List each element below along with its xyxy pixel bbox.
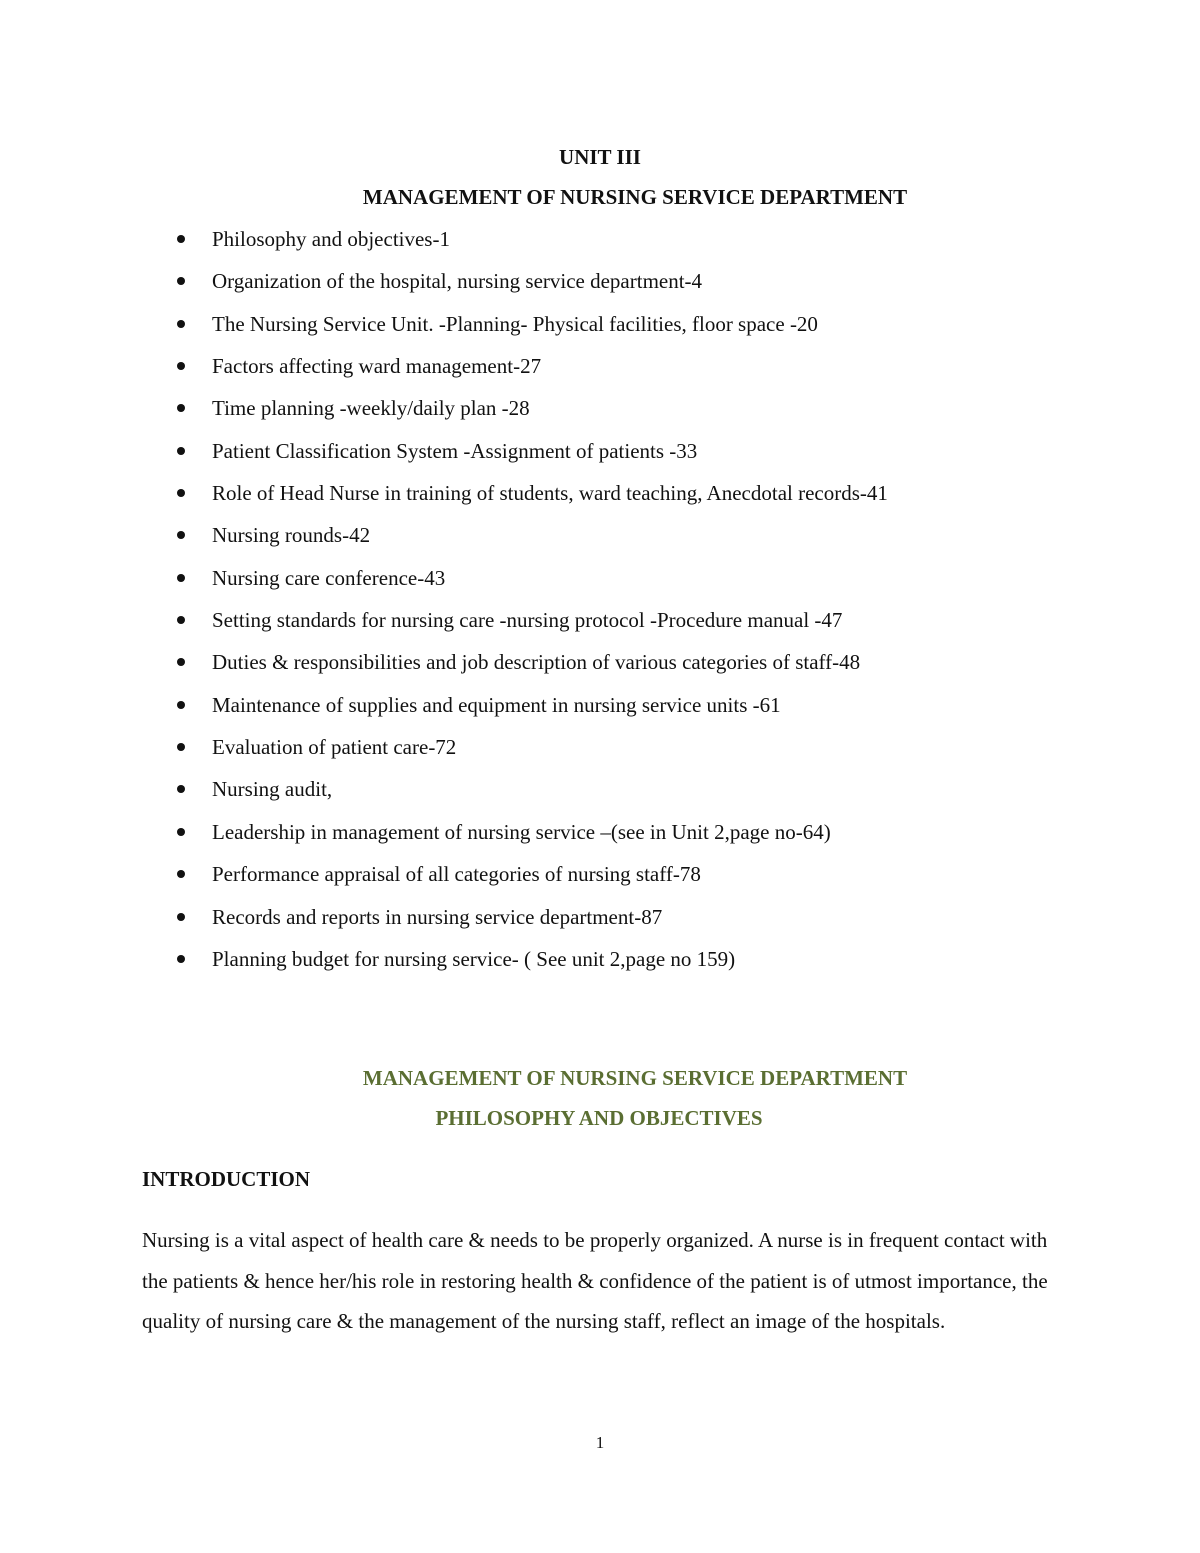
list-item: [142, 647, 1102, 689]
list-item: [142, 902, 1102, 944]
bullet-icon: [177, 320, 185, 328]
list-item: [142, 605, 1102, 647]
list-item-text: Planning budget for nursing service- ( See unit 2,page no 159): [212, 946, 736, 971]
list-item-text: Leadership in management of nursing service –(see in Unit 2,page no-64): [212, 819, 831, 844]
list-item: [142, 944, 1102, 986]
bullet-icon: [177, 574, 185, 582]
bullet-icon: [177, 531, 185, 539]
list-item-text: Maintenance of supplies and equipment in nursing service units -61: [212, 692, 781, 717]
list-item-text: Nursing audit,: [212, 777, 333, 802]
list-item: [142, 774, 1102, 816]
bullet-icon: [177, 701, 185, 709]
bullet-icon: [177, 277, 185, 285]
list-item: [142, 393, 1102, 435]
list-item: [142, 732, 1102, 774]
list-item-text: Philosophy and objectives-1: [212, 227, 450, 251]
bullet-icon: [177, 955, 185, 963]
bullet-icon: [177, 362, 185, 370]
bullet-icon: [177, 828, 185, 836]
unit-title: UNIT III: [559, 145, 641, 169]
list-item-text: Nursing care conference-43: [212, 565, 446, 590]
list-item-text: Nursing rounds-42: [212, 523, 371, 548]
introduction-paragraph: Nursing is a vital aspect of health care & needs to be properly organized. A nurse is in frequent contact with the patients & hence her/his role in restoring health & confidence of the patient is of utmost importance, the quality of nursing care & the management of the nursing staff, reflect an image of the hospitals.: [142, 1228, 1048, 1333]
list-item: [142, 520, 1102, 562]
bullet-icon: [177, 447, 185, 455]
list-item-text: Setting standards for nursing care -nursing protocol -Procedure manual -47: [212, 608, 843, 633]
list-item: [142, 436, 1102, 478]
list-item-text: Role of Head Nurse in training of students, ward teaching, Anecdotal records-41: [212, 481, 888, 506]
section-heading: MANAGEMENT OF NURSING SERVICE DEPARTMENT: [362, 1066, 908, 1090]
list-item-text: Duties & responsibilities and job description of various categories of staff-48: [212, 650, 861, 675]
list-item-text: Organization of the hospital, nursing service department-4: [212, 269, 703, 294]
list-item-text: Time planning -weekly/daily plan -28: [212, 396, 530, 421]
bullet-icon: [177, 913, 185, 921]
bullet-icon: [177, 235, 185, 243]
list-item: [142, 817, 1102, 859]
list-item: [142, 266, 1102, 308]
bullet-icon: [177, 489, 185, 497]
list-item: [142, 563, 1102, 605]
bullet-icon: [177, 616, 185, 624]
section-subheading: PHILOSOPHY AND OBJECTIVES: [435, 1106, 763, 1130]
topics-list: [142, 224, 1102, 986]
list-item: [142, 690, 1102, 732]
introduction-heading: INTRODUCTION: [142, 1167, 311, 1191]
list-item-text: Performance appraisal of all categories of nursing staff-78: [212, 862, 701, 887]
document-title: MANAGEMENT OF NURSING SERVICE DEPARTMENT: [362, 185, 908, 209]
list-item: [142, 478, 1102, 520]
list-item-text: Evaluation of patient care-72: [212, 735, 457, 760]
list-item: [142, 351, 1102, 393]
bullet-icon: [177, 743, 185, 751]
list-item-text: Patient Classification System -Assignment of patients -33: [212, 438, 698, 463]
list-item-text: Factors affecting ward management-27: [212, 354, 542, 379]
bullet-icon: [177, 870, 185, 878]
bullet-icon: [177, 404, 185, 412]
list-item-text: Records and reports in nursing service department-87: [212, 904, 663, 929]
list-item: [142, 309, 1102, 351]
bullet-icon: [177, 658, 185, 666]
list-item: [142, 859, 1102, 901]
bullet-icon: [177, 785, 185, 793]
list-item-text: The Nursing Service Unit. -Planning- Physical facilities, floor space -20: [212, 311, 818, 336]
list-item: [142, 224, 1102, 266]
page-number: 1: [595, 1433, 605, 1452]
